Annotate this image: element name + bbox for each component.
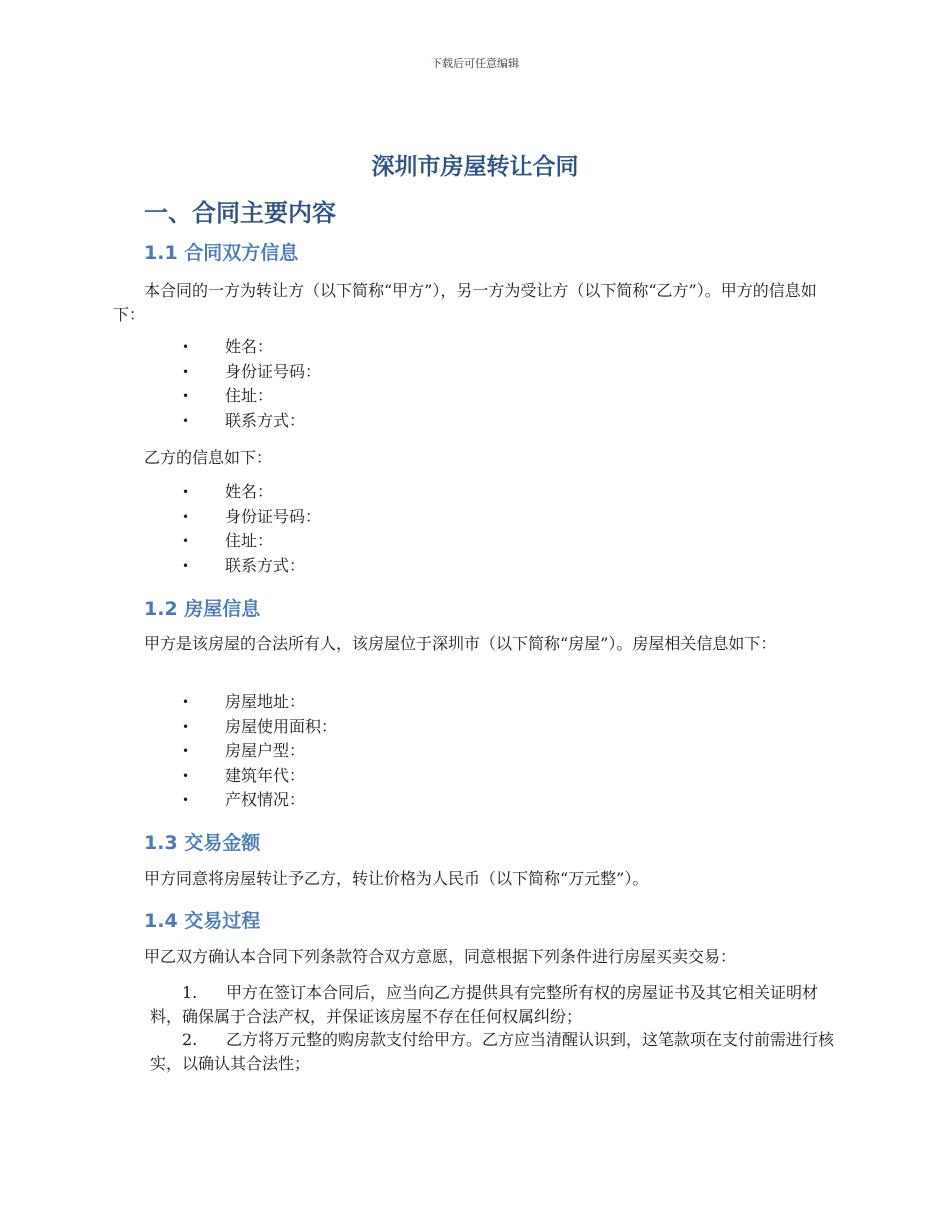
process-item-2: 2. 乙方将万元整的购房款支付给甲方。乙方应当清醒认识到，这笔款项在支付前需进行核实，以确认其合法性； <box>150 1030 835 1073</box>
parties-intro-paragraph: 本合同的一方为转让方（以下简称“甲方”），另一方为受让方（以下简称“乙方”）。甲方的信息如下： <box>113 281 817 324</box>
list-item: • 建筑年代： <box>0 764 337 789</box>
subsection-heading-amount: 1.3 交易金额 <box>144 832 261 854</box>
list-item: • 房屋地址： <box>0 690 337 715</box>
bullet-icon: • <box>182 534 190 548</box>
item-text: 乙方将万元整的购房款支付给甲方。乙方应当清醒认识到，这笔款项在支付前需进行核实，以确认其合法性； <box>150 1030 835 1073</box>
bullet-icon: • <box>182 389 190 403</box>
bullet-icon: • <box>182 744 190 758</box>
list-item: • 联系方式： <box>0 409 321 434</box>
process-intro-paragraph: 甲乙双方确认本合同下列条款符合双方意愿，同意根据下列条件进行房屋买卖交易： <box>144 947 737 966</box>
bullet-icon: • <box>182 364 190 379</box>
subsection-heading-parties: 1.1 合同双方信息 <box>144 242 299 264</box>
list-item: • 房屋使用面积： <box>0 715 337 740</box>
bullet-icon: • <box>182 340 190 354</box>
document-title: 深圳市房屋转让合同 <box>371 154 579 180</box>
bullet-icon: • <box>182 413 190 428</box>
property-field-list <box>0 690 337 813</box>
section-heading-main-content: 一、合同主要内容 <box>144 199 336 227</box>
bullet-icon: • <box>182 768 190 783</box>
bullet-icon: • <box>182 509 190 524</box>
list-item: • 身份证号码： <box>0 360 321 385</box>
list-item: • 住址： <box>0 529 321 554</box>
list-item: • 房屋户型： <box>0 739 337 764</box>
list-item: • 身份证号码： <box>0 505 321 530</box>
list-item: • 产权情况： <box>0 788 337 813</box>
bullet-icon: • <box>182 719 190 734</box>
subsection-heading-process: 1.4 交易过程 <box>144 910 261 932</box>
page-header-note: 下载后可任意编辑 <box>431 57 519 70</box>
party-a-field-list <box>0 335 321 433</box>
list-item: • 姓名： <box>0 480 321 505</box>
list-item: • 联系方式： <box>0 554 321 579</box>
party-b-intro-paragraph: 乙方的信息如下： <box>144 448 273 467</box>
amount-paragraph: 甲方同意将房屋转让予乙方，转让价格为人民币（以下简称“万元整”）。 <box>144 869 649 888</box>
party-b-field-list <box>0 480 321 578</box>
bullet-icon: • <box>182 558 190 573</box>
subsection-heading-property: 1.2 房屋信息 <box>144 598 261 620</box>
list-item: • 姓名： <box>0 335 321 360</box>
bullet-icon: • <box>182 485 190 499</box>
process-item-1: 1. 甲方在签订本合同后，应当向乙方提供具有完整所有权的房屋证书及其它相关证明材料，确保属于合法产权，并保证该房屋不存在任何权属纠纷； <box>150 983 819 1026</box>
list-item: • 住址： <box>0 384 321 409</box>
item-text: 甲方在签订本合同后，应当向乙方提供具有完整所有权的房屋证书及其它相关证明材料，确保属于合法产权，并保证该房屋不存在任何权属纠纷； <box>150 983 819 1026</box>
property-intro-paragraph: 甲方是该房屋的合法所有人，该房屋位于深圳市（以下简称“房屋”）。房屋相关信息如下： <box>144 634 777 653</box>
bullet-icon: • <box>182 695 190 709</box>
bullet-icon: • <box>182 793 190 807</box>
